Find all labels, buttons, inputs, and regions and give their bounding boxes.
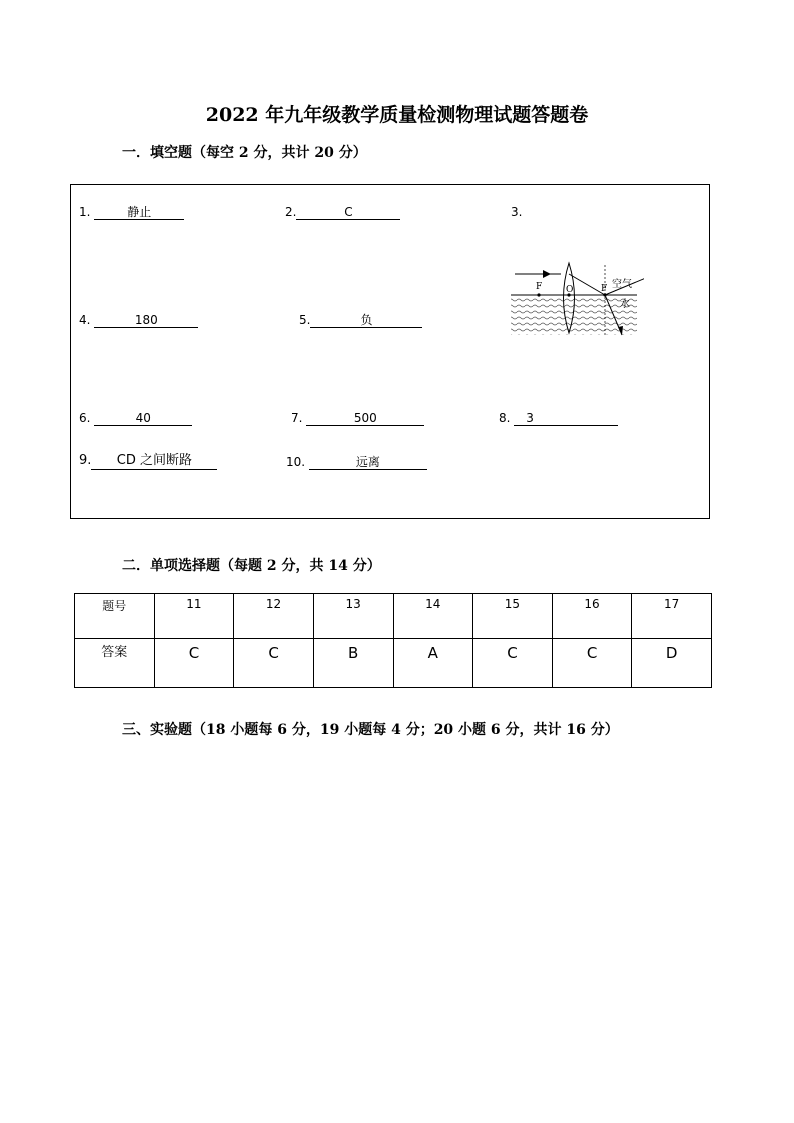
page-title: 2022 年九年级教学质量检测物理试题答题卷 [205, 104, 589, 126]
fill-answer-9: CD 之间断路 [91, 453, 217, 470]
fill-answer-8: 3 [514, 411, 618, 426]
fill-answer-6: 40 [94, 411, 192, 426]
question-number: 15 [473, 594, 553, 639]
fill-item-6: 6. 40 [79, 411, 192, 426]
fill-answer-2: C [296, 205, 400, 220]
choice-answer: A [393, 639, 473, 688]
section-2-heading: 二．单项选择题（每题 2 分，共 14 分） [122, 558, 381, 574]
question-number: 13 [313, 594, 393, 639]
question-row-label: 题号 [75, 594, 155, 639]
fill-item-3: 3. [511, 205, 523, 219]
fill-item-1: 1. 静止 [79, 205, 184, 220]
label-f-right: F [601, 284, 608, 294]
fill-answer-5: 负 [310, 313, 422, 328]
choice-answer: C [473, 639, 553, 688]
choice-answer-table [74, 593, 712, 688]
choice-answer: C [552, 639, 632, 688]
fill-item-2: 2. C [285, 205, 400, 220]
fill-answer-1: 静止 [94, 205, 184, 220]
fill-item-7: 7. 500 [291, 411, 424, 426]
label-o: O [566, 285, 574, 295]
fill-item-9: 9. CD 之间断路 [79, 453, 217, 470]
question-number: 17 [632, 594, 712, 639]
label-water: 水 [620, 299, 630, 310]
question-number-row [75, 594, 712, 639]
choice-answer: B [313, 639, 393, 688]
fill-item-5: 5. 负 [299, 313, 422, 328]
fill-answer-10: 远离 [309, 455, 427, 470]
question-number: 12 [234, 594, 314, 639]
fill-answer-7: 500 [306, 411, 424, 426]
section-3-heading: 三、实验题（18 小题每 6 分，19 小题每 4 分；20 小题 6 分，共计 16 分） [122, 722, 619, 738]
fill-answer-4: 180 [94, 313, 198, 328]
label-air: 空气 [612, 279, 632, 290]
answer-row [75, 639, 712, 688]
section-1-heading: 一．填空题（每空 2 分，共计 20 分） [122, 145, 367, 161]
fill-item-8: 8. 3 [499, 411, 618, 426]
choice-answer: C [154, 639, 234, 688]
incident-ray-arrow [543, 270, 551, 278]
label-f-left: F [536, 282, 543, 292]
question-number: 14 [393, 594, 473, 639]
fill-in-answers-box [70, 184, 710, 519]
question-number: 11 [154, 594, 234, 639]
choice-answer: D [632, 639, 712, 688]
focal-point-left [537, 293, 540, 296]
lens-refraction-diagram [509, 261, 644, 341]
fill-item-4: 4. 180 [79, 313, 198, 328]
question-number: 16 [552, 594, 632, 639]
choice-answer: C [234, 639, 314, 688]
fill-item-10: 10. 远离 [286, 455, 427, 470]
answer-row-label: 答案 [75, 639, 155, 688]
